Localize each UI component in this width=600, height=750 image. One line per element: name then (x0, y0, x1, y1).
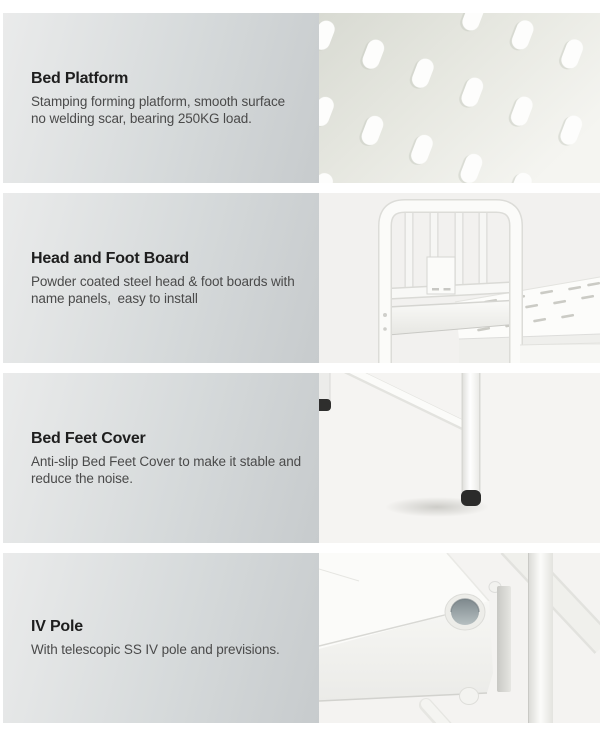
feature-section-head-foot-board (3, 193, 600, 363)
section-description-line: Stamping forming platform, smooth surface (31, 93, 286, 109)
bed-feet-cover-text-panel (3, 373, 319, 543)
section-title: Bed Feet Cover (31, 429, 146, 447)
frame-knob (460, 688, 479, 705)
bed-feet-cover-photo (319, 373, 600, 543)
feature-section-iv-pole (3, 553, 600, 723)
head-foot-board-text-panel (3, 193, 319, 363)
iv-pole-socket-photo (319, 553, 600, 723)
section-title: Bed Platform (31, 69, 129, 87)
section-description-line: no welding scar, bearing 250KG load. (31, 110, 252, 126)
bed-platform-photo (319, 13, 600, 183)
vertical-pole (528, 553, 553, 723)
iv-pole-socket-hole (445, 594, 485, 630)
section-description-line: Anti-slip Bed Feet Cover to make it stable and (31, 453, 302, 469)
head-foot-board-photo (319, 193, 600, 363)
feature-section-bed-feet-cover (3, 373, 600, 543)
platform-front-corner (520, 343, 600, 363)
section-description-line: With telescopic SS IV pole and previsions. (31, 642, 280, 657)
section-title: Head and Foot Board (31, 249, 189, 267)
section-title: IV Pole (31, 618, 83, 635)
section-description-line: reduce the noise. (31, 470, 133, 486)
section-description-line: Powder coated steel head & foot boards with (31, 273, 295, 289)
iv-pole-text-panel (3, 553, 319, 723)
feature-section-bed-platform (3, 13, 600, 183)
bed-platform-text-panel (3, 13, 319, 183)
section-description-line: name panels, easy to install (31, 290, 198, 306)
name-panel (427, 257, 455, 294)
foot-cover (461, 490, 481, 506)
left-leg-foot-cover (319, 373, 331, 411)
